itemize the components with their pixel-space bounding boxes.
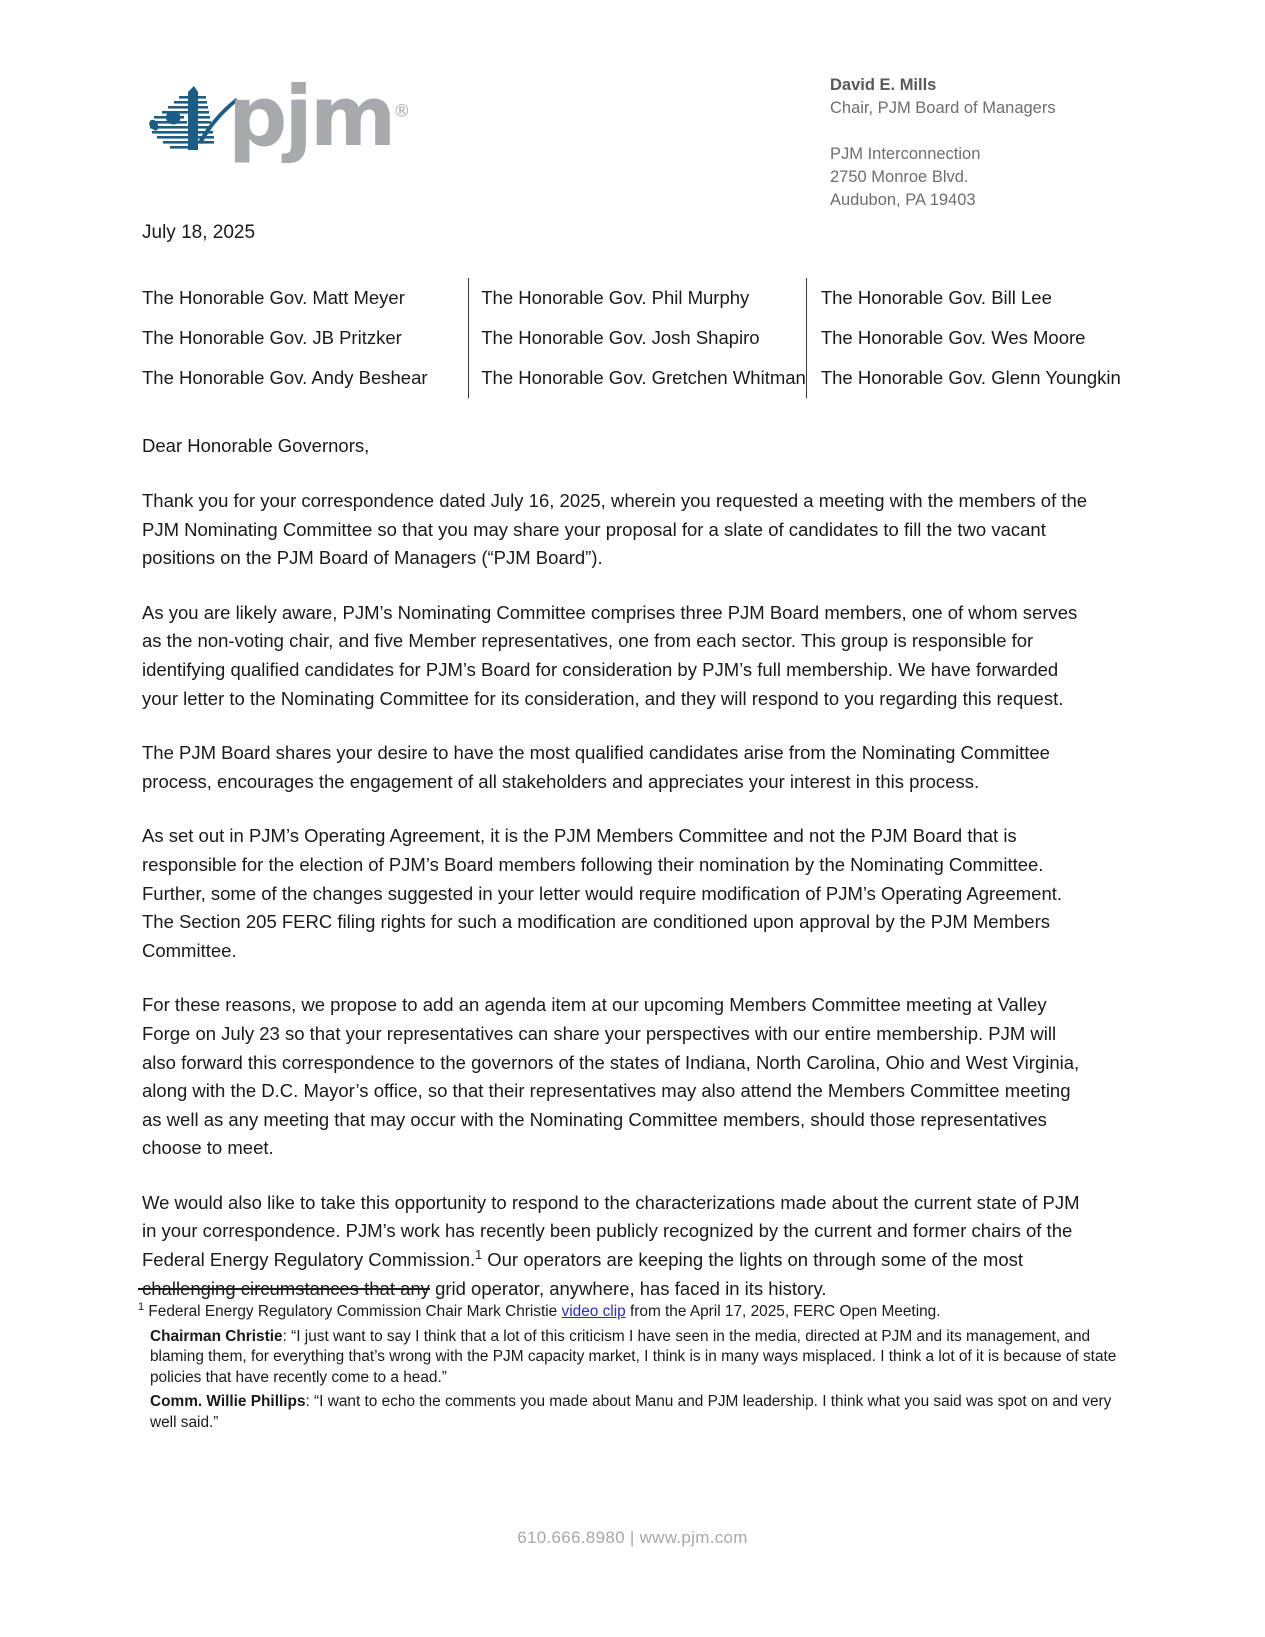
sender-city-state-zip: Audubon, PA 19403 — [830, 191, 976, 209]
body-paragraph-6 — [142, 1189, 1090, 1303]
footnote-section — [138, 1288, 1118, 1433]
recipient-item: The Honorable Gov. Phil Murphy — [481, 287, 750, 308]
recipient-item: The Honorable Gov. Gretchen Whitman — [481, 367, 806, 388]
body-paragraph-5: For these reasons, we propose to add an agenda item at our upcoming Members Committee meeting at Valley Forge on July 23 so that your representatives can share your perspectives with our entire membership. PJM will also forward this correspondence to the governors of the states of Indiana, North Carolina, Ohio and West Virginia, along with the D.C. Mayor’s office, so that their representatives may also attend the Members Committee meeting as well as any meeting that may occur with the Nominating Committee members, should those representatives choose to meet. — [142, 994, 1080, 1159]
letter-date: July 18, 2025 — [142, 222, 256, 243]
body-paragraph-4: As set out in PJM’s Operating Agreement, it is the PJM Members Committee and not the PJM Board that is responsible for the election of PJM’s Board members following their nomination by the Nominating Committee. Further, some of the changes suggested in your letter would require modification of PJM’s Operating Agreement. The Section 205 FERC filing rights for such a modification are conditioned upon approval by the PJM Members Committee. — [142, 825, 1063, 961]
footnote-quote-christie-text: : “I just want to say I think that a lot of this criticism I have seen in the media, directed at PJM and its management, and blaming them, for everything that’s wrong with the PJM capacity market, I think is in many ways misplaced. I think a lot of it is because of state policies that have recently come to a head.” — [150, 1327, 1117, 1386]
footnote-quote-phillips — [138, 1392, 1118, 1433]
footnote-source-line — [138, 1302, 1118, 1323]
body-paragraph-3: The PJM Board shares your desire to have the most qualified candidates arise from the Nominating Committee process, encourages the engagement of all stakeholders and appreciates your interest in this process. — [142, 742, 1050, 792]
footnote-source-before-link: Federal Energy Regulatory Commission Chair Mark Christie — [144, 1303, 562, 1320]
recipient-item: The Honorable Gov. Matt Meyer — [142, 287, 405, 308]
recipient-column-3 — [806, 278, 1122, 398]
sender-title: Chair, PJM Board of Managers — [830, 99, 1056, 117]
page-footer: 610.666.8980 | www.pjm.com — [517, 1528, 748, 1547]
footnote-reference-marker: 1 — [475, 1247, 483, 1262]
sender-name: David E. Mills — [830, 76, 937, 94]
recipient-item: The Honorable Gov. Wes Moore — [820, 327, 1086, 348]
recipient-column-2 — [468, 278, 806, 398]
body-paragraph-6-text-after-footnote: Our operators are keeping the lights on through some of the most challenging circumstances that any grid operator, anywhere, has faced in its history. — [142, 1249, 1024, 1299]
pjm-logo — [148, 68, 411, 165]
pjm-wordmark: pjm® — [228, 68, 411, 165]
sender-street: 2750 Monroe Blvd. — [830, 168, 969, 186]
letterhead-header — [0, 62, 1265, 232]
recipient-item: The Honorable Gov. Glenn Youngkin — [820, 367, 1121, 388]
recipient-grid — [142, 278, 1122, 398]
recipient-item: The Honorable Gov. Bill Lee — [820, 287, 1052, 308]
body-paragraph-2: As you are likely aware, PJM’s Nominating Committee comprises three PJM Board members, one of whom serves as the non-voting chair, and five Member representatives, one from each sector. This group is responsible for identifying qualified candidates for PJM’s Board for consideration by PJM’s full membership. We have forwarded your letter to the Nominating Committee for its consideration, and they will respond to you regarding this request. — [142, 601, 1078, 709]
video-clip-link[interactable]: video clip — [561, 1303, 626, 1320]
footnote-quote-phillips-speaker: Comm. Willie Phillips — [150, 1393, 306, 1410]
footnote-quote-christie — [138, 1327, 1118, 1389]
recipient-item: The Honorable Gov. Andy Beshear — [142, 367, 428, 388]
footnote-source-after-link: from the April 17, 2025, FERC Open Meeting. — [625, 1303, 941, 1320]
sender-org: PJM Interconnection — [830, 145, 981, 163]
recipient-column-1 — [142, 278, 468, 398]
salutation: Dear Honorable Governors, — [142, 435, 370, 456]
recipient-item: The Honorable Gov. Josh Shapiro — [481, 327, 760, 348]
footnote-quote-christie-speaker: Chairman Christie — [150, 1327, 283, 1345]
address-spacer — [830, 120, 1056, 143]
footnote-quote-phillips-text: : “I want to echo the comments you made about Manu and PJM leadership. I think what you said was spot on and very well said.” — [150, 1393, 1112, 1431]
recipient-item: The Honorable Gov. JB Pritzker — [142, 327, 402, 348]
letter-body — [142, 432, 1090, 1303]
body-paragraph-6-text-before-footnote: We would also like to take this opportunity to respond to the characterizations made about the current state of PJM in your correspondence. PJM’s work has recently been publicly recognized by the current and former chairs of the Federal Energy Regulatory Commission. — [142, 1191, 1080, 1271]
body-paragraph-1: Thank you for your correspondence dated July 16, 2025, wherein you requested a meeting with the members of the PJM Nominating Committee so that you may share your proposal for a slate of candidates to fill the two vacant positions on the PJM Board of Managers (“PJM Board”). — [142, 490, 1088, 569]
footnote-number: 1 — [138, 1300, 145, 1313]
footnote-separator-rule — [138, 1288, 430, 1290]
sender-address-block — [830, 74, 1056, 212]
registered-trademark-icon: ® — [393, 101, 411, 122]
